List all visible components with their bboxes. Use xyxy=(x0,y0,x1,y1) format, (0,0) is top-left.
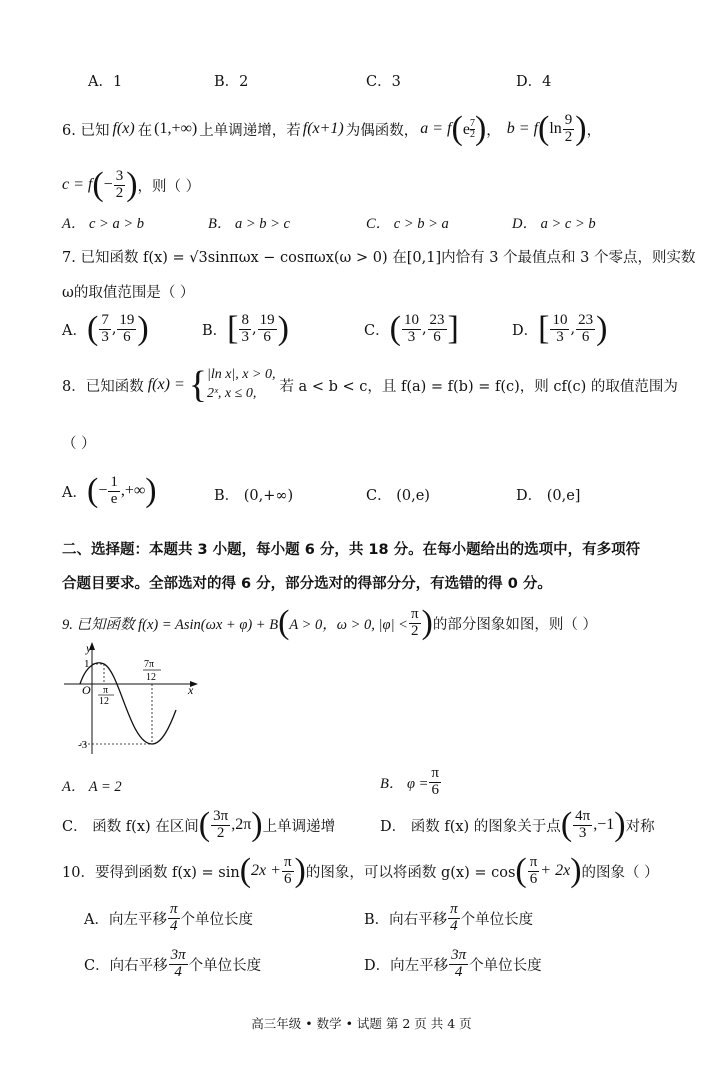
q6-stem-text: 6. 已知 xyxy=(62,122,110,139)
q10-arg1-num: π xyxy=(283,853,292,870)
q9-c-pre: C． 函数 f(x) 在区间 xyxy=(62,818,199,835)
x2-den: 12 xyxy=(146,672,156,683)
q10-arg1-den: 6 xyxy=(283,870,292,887)
q10-option-a xyxy=(84,902,253,935)
q6-a-arg xyxy=(463,119,475,140)
q7-a-d2: 6 xyxy=(123,328,131,345)
y-top-label: 1 xyxy=(84,658,90,670)
q7-d-d2: 6 xyxy=(581,328,590,345)
section-2-heading-1: 二、选择题：本题共 3 小题，每小题 6 分，共 18 分。在每小题给出的选项中，有多项符 xyxy=(62,542,641,558)
q10-d-den: 4 xyxy=(454,963,463,980)
q7-option-d: D． [ $\frac{10}{3}$ , $\frac{23}{6}$ ) xyxy=(512,310,608,347)
q7-b-label: B． xyxy=(202,322,228,339)
q9-option-a: A． A = 2 xyxy=(62,779,122,795)
q6-c-neg: − xyxy=(103,176,113,193)
q6-b-ln: ln xyxy=(549,120,562,137)
q10-c-den: 4 xyxy=(174,963,182,980)
y-axis-label: y xyxy=(86,641,92,655)
q9-b-den: 6 xyxy=(431,781,439,798)
q6-option-b: B． a > b > c xyxy=(208,216,290,232)
q10-arg1-pre: 2x + xyxy=(251,862,281,879)
q9-stem-text: 9. 已知函数 f(x) = Asin(ωx + φ) + B xyxy=(62,616,279,633)
q10-c-pre: C．向右平移 xyxy=(84,957,168,974)
x-axis-label: x xyxy=(188,683,194,697)
q8-blank: （ ） xyxy=(62,436,96,452)
q7-c-d1: 3 xyxy=(407,328,416,345)
x1-den: 12 xyxy=(99,696,109,707)
q10-stem-text-3: 的图象（ ） xyxy=(581,864,659,881)
q10-b-den: 4 xyxy=(450,917,458,934)
q10-b-post: 个单位长度 xyxy=(460,911,534,928)
q8-stem-text-2: 若 a < b < c，且 f(a) = f(b) = f(c)，则 cf(c) 的取值范围为 xyxy=(279,378,678,395)
q6-c-line: c = f ( − $\frac{3}{2}$ ) ，则（ ） xyxy=(62,166,201,203)
q6-option-c: C． c > b > a xyxy=(366,216,449,232)
q8-a-label: A． xyxy=(62,484,87,501)
q6-c-def: c = f xyxy=(62,176,93,193)
q5-option-a: A．1 xyxy=(88,74,123,90)
q7-option-c: C． ( $\frac{10}{3}$ , $\frac{23}{6}$ ] xyxy=(364,310,459,347)
q8-a-tail: ,+∞ xyxy=(120,482,146,499)
q6-stem: 6. 已知 f(x) 在 (1,+∞) 上单调递增，若 f(x+1) 为偶函数， a = f ( e $^{\frac{7}{2}}$ ) ， b = f ( ln $\frac{9}{2}$ ) ， xyxy=(62,110,602,147)
q10-stem-text: 10．要得到函数 f(x) = sin xyxy=(62,864,240,881)
q7-c-n1: 10 xyxy=(403,311,419,328)
q10-option-c xyxy=(84,948,261,981)
q6-option-a: A． c > a > b xyxy=(62,216,144,232)
x2-num: 7π xyxy=(144,659,155,670)
q10-option-d xyxy=(364,948,542,981)
q10-stem: 10．要得到函数 f(x) = sin ( 2x + $\frac{\pi}{6}$ ) 的图象，可以将函数 g(x) = cos ( $\frac{\pi}{6}$ + 2x ) 的图象（ ） xyxy=(62,852,659,889)
q10-b-pre: B．向右平移 xyxy=(364,911,448,928)
q7-a-n1: 7 xyxy=(101,311,109,328)
q5-option-d: D．4 xyxy=(516,74,552,90)
q7-option-a: A． ( $\frac{7}{3}$ , $\frac{19}{6}$ ) xyxy=(62,310,149,347)
origin-label: O xyxy=(82,683,91,697)
q7-line-1: 7. 已知函数 f(x) = √3sinπωx − cosπωx(ω > 0) 在[0,1]内恰有 3 个最值点和 3 个零点，则实数 xyxy=(62,250,696,266)
q6-b-den: 2 xyxy=(564,128,573,145)
q7-a-n2: 19 xyxy=(119,311,135,328)
q10-arg2-den: 6 xyxy=(529,870,538,887)
q9-c-tail: ,2π xyxy=(231,816,252,833)
q7-d-label: D． xyxy=(512,322,539,339)
q8-a-neg: − xyxy=(98,482,108,499)
q7-b-n2: 19 xyxy=(259,311,275,328)
q10-arg2-num: π xyxy=(529,853,538,870)
q9-cond-num: π xyxy=(410,605,419,622)
q7-c-d2: 6 xyxy=(433,328,441,345)
q8-case-1: |ln x|, x > 0, xyxy=(206,367,276,383)
q5-option-b: B．2 xyxy=(214,74,249,90)
q9-condition: A > 0，ω > 0, |φ| < xyxy=(289,616,408,633)
section-2-heading-2: 合题目要求。全部选对的得 6 分，部分选对的得部分分，有选错的得 0 分。 xyxy=(62,576,552,592)
q10-a-num: π xyxy=(169,901,178,917)
q7-d-d1: 3 xyxy=(556,328,564,345)
q7-b-d1: 3 xyxy=(241,328,249,345)
q6-c-frac xyxy=(114,169,126,202)
q8-option-c: C． (0,e) xyxy=(366,488,430,504)
q9-c-num: 3π xyxy=(213,807,229,824)
q9-d-post: 对称 xyxy=(625,818,655,835)
q9-stem: 9. 已知函数 f(x) = Asin(ωx + φ) + B ( A > 0，ω > 0, |φ| < $\frac{\pi}{2}$ ) 的部分图象如图，则（ ） xyxy=(62,604,597,641)
x1-num: π xyxy=(103,685,109,696)
q9-d-tail: ,−1 xyxy=(593,816,615,833)
q7-d-n2: 23 xyxy=(578,311,594,328)
q7-line-2: ω的取值范围是（ ） xyxy=(62,285,195,301)
q6-a-def: a = f xyxy=(420,120,452,137)
q6-a-exp-num: 7 xyxy=(469,117,475,129)
q9-c-post: 上单调递增 xyxy=(262,818,336,835)
q6-option-d: D． a > c > b xyxy=(512,216,596,232)
q8-case-2: 2ˣ, x ≤ 0, xyxy=(206,386,257,401)
q9-option-d: D． 函数 f(x) 的图象关于点 ( $\frac{4\pi}{3}$ ,−1 ) 对称 xyxy=(380,806,655,843)
q7-a-d1: 3 xyxy=(101,328,109,345)
q7-b-n1: 8 xyxy=(241,311,249,328)
q8-stem-text: 8．已知函数 xyxy=(62,378,144,395)
q6-then: ，则（ ） xyxy=(137,178,201,195)
q10-c-post: 个单位长度 xyxy=(188,957,262,974)
q5-option-c: C．3 xyxy=(366,74,401,90)
q6-b-def: b = f xyxy=(506,120,539,137)
q9-c-den: 2 xyxy=(216,824,225,841)
q10-arg2-post: + 2x xyxy=(540,862,571,879)
q9-option-b xyxy=(380,766,442,799)
sine-curve xyxy=(80,663,176,744)
q7-a-label: A． xyxy=(62,322,87,339)
q6-fx: f(x) xyxy=(112,120,135,137)
y-bottom-label: -3 xyxy=(78,739,88,751)
q10-c-num: 3π xyxy=(170,947,186,963)
q6-stem-text-2: 在 xyxy=(137,122,153,139)
q9-d-den: 3 xyxy=(578,824,587,841)
q8-cases xyxy=(207,366,275,404)
q9-b-num: π xyxy=(431,765,439,781)
q9-cond-den: 2 xyxy=(411,622,419,639)
q8-option-a: A． ( − $\frac{1}{e}$ ,+∞ ) xyxy=(62,472,157,509)
q6-interval: (1,+∞) xyxy=(154,120,198,137)
q6-b-num: 9 xyxy=(564,111,573,128)
q6-a-exp-den: 2 xyxy=(469,128,475,140)
q8-option-b: B． (0,+∞) xyxy=(214,488,294,504)
q10-a-pre: A．向左平移 xyxy=(84,911,167,928)
q6-b-frac xyxy=(563,113,575,146)
q8-a-num: 1 xyxy=(110,473,118,490)
q9-stem-text-2: 的部分图象如图，则（ ） xyxy=(432,616,597,633)
q6-fx1: f(x+1) xyxy=(302,120,344,137)
q6-stem-text-3: 上单调递增，若 xyxy=(199,122,301,139)
q10-d-num: 3π xyxy=(451,947,467,963)
q10-a-den: 4 xyxy=(169,917,178,934)
q10-d-post: 个单位长度 xyxy=(469,957,542,974)
q10-d-pre: D．向左平移 xyxy=(364,957,449,974)
q7-option-b: B． [ $\frac{8}{3}$ , $\frac{19}{6}$ ) xyxy=(202,310,289,347)
q9-d-pre: D． 函数 f(x) 的图象关于点 xyxy=(380,818,561,835)
q10-b-num: π xyxy=(450,901,458,917)
q8-option-d: D． (0,e] xyxy=(516,488,581,504)
q8-a-den: e xyxy=(110,490,118,507)
q9-option-c: C． 函数 f(x) 在区间 ( $\frac{3\pi}{2}$ ,2π ) 上单调递增 xyxy=(62,806,336,843)
q9-b-label: B． φ = xyxy=(380,775,429,792)
q7-c-label: C． xyxy=(364,322,390,339)
q10-stem-text-2: 的图象，可以将函数 g(x) = cos xyxy=(305,864,516,881)
q9-d-num: 4π xyxy=(575,807,591,824)
q7-b-d2: 6 xyxy=(263,328,271,345)
q10-a-post: 个单位长度 xyxy=(180,911,253,928)
q8-stem: 8．已知函数 f(x) = { |ln x|, x > 0, 2ˣ, x ≤ 0, 若 a < b < c，且 f(a) = f(b) = f(c)，则 cf(c) 的取值范围为 xyxy=(62,364,678,406)
q6-a-base: e xyxy=(462,120,470,138)
q10-option-b xyxy=(364,902,533,935)
q9-graph xyxy=(58,640,208,755)
q8-fx: f(x) = xyxy=(147,376,185,393)
q6-c-num: 3 xyxy=(115,167,124,184)
q7-c-n2: 23 xyxy=(429,311,445,328)
q7-d-n1: 10 xyxy=(552,311,568,328)
page-footer: 高三年级 • 数学 • 试题 第 2 页 共 4 页 xyxy=(251,1016,472,1031)
q6-stem-text-4: 为偶函数， xyxy=(345,122,419,139)
q6-c-den: 2 xyxy=(115,184,124,201)
